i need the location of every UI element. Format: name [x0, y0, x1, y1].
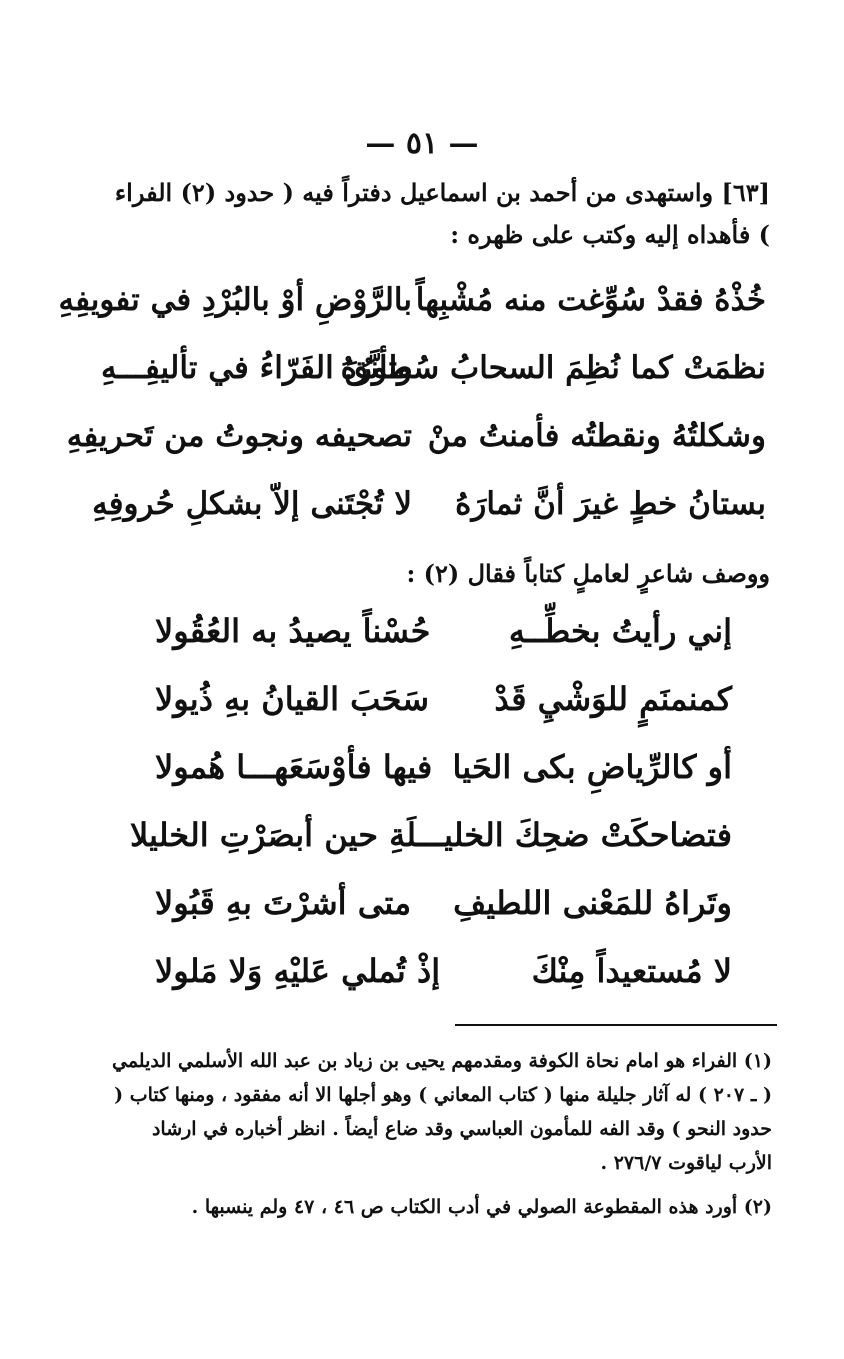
- footnote-two: (٢) أورد هذه المقطوعة الصولي في أدب الكتاب ص ٤٦ ، ٤٧ ولم ينسبها .: [191, 1196, 772, 1218]
- page-number: — ٥١ —: [365, 126, 479, 161]
- second-intro: ووصف شاعرٍ لعاملٍ كتاباً فقال (٢) :: [406, 559, 770, 588]
- verse-hemistich-left: إذْ تُملي عَليْهِ وَلا مَلولا: [155, 952, 441, 990]
- verse-hemistich-right: أو كالرِّياضِ بكى الحَيا: [452, 748, 732, 786]
- verse-hemistich-right: فتضاحكَتْ ضحِكَ الخليـــ: [415, 816, 732, 854]
- footnotes: [112, 1044, 772, 1234]
- verse-hemistich-left: بالرَّوْضِ أوْ بالبُرْدِ في تفويفِهِ: [58, 282, 412, 318]
- verse-hemistich-left: سَحَبَ القيانُ بهِ ذُيولا: [155, 680, 430, 718]
- verse-hemistich-right: وشكلتُهُ ونقطتُه فأمنتُ منْ: [427, 418, 766, 454]
- verse-hemistich-right: نظمَتْ كما نُظِمَ السحابُ سُطورُهُ: [340, 350, 766, 386]
- intro-paragraph: [٦٣] واستهدى من أحمد بن اسماعيل دفتراً فيه ( حدود (٢) الفراء ) فأهداه إليه وكتب على ظهره :: [114, 178, 770, 249]
- verse-hemistich-left: لا تُجْتَنى إلاّ بشكلِ حُروفِهِ: [92, 486, 412, 522]
- verse-hemistich-right: كمنمنَمٍ للوَشْيِ قَدْ: [494, 680, 732, 718]
- verse-hemistich-left: ـــلَةِ حين أبصَرْتِ الخليلا: [129, 816, 445, 854]
- verse-hemistich-left: متى أشرْتَ بهِ قَبُولا: [155, 884, 412, 922]
- verse-hemistich-right: إني رأيتُ بخطِّــهِ: [508, 612, 732, 650]
- verse-hemistich-right: وتَراهُ للمَعْنى اللطيفِ: [453, 884, 732, 922]
- verse-hemistich-left: حُسْناً يصيدُ به العُقُولا: [155, 612, 431, 650]
- verse-hemistich-right: بستانُ خطٍ غيرَ أنَّ ثمارَهُ: [455, 486, 766, 522]
- verse-hemistich-left: وتأنَّقَ الفَرّاءُ في تأليفِـــهِ: [100, 350, 412, 386]
- verse-hemistich-right: لا مُستعيداً مِنْكَ: [531, 952, 732, 990]
- footnote-one: (١) الفراء هو امام نحاة الكوفة ومقدمهم يحيى بن زياد بن عبد الله الأسلمي الديلمي ( ـ ٢٠٧ ) له آثار جليلة منها ( كتاب المعاني ) وهو أجلها الا أنه مفقود ، ومنها كتاب ( حدود النحو ) وقد الفه للمأمون العباسي وقد ضاع أيضاً . انظر أخباره في ارشاد الأرب لياقوت ٢٧٦/٧ .: [111, 1050, 772, 1174]
- verse-hemistich-left: تصحيفه ونجوتُ من تَحريفِهِ: [66, 418, 412, 454]
- verse-hemistich-left: فيها فأوْسَعَهـــا هُمولا: [155, 748, 433, 786]
- verse-hemistich-right: خُذْهُ فقدْ سُوِّغت منه مُشْبِهاً: [415, 282, 766, 318]
- footnote-separator: [455, 1024, 777, 1026]
